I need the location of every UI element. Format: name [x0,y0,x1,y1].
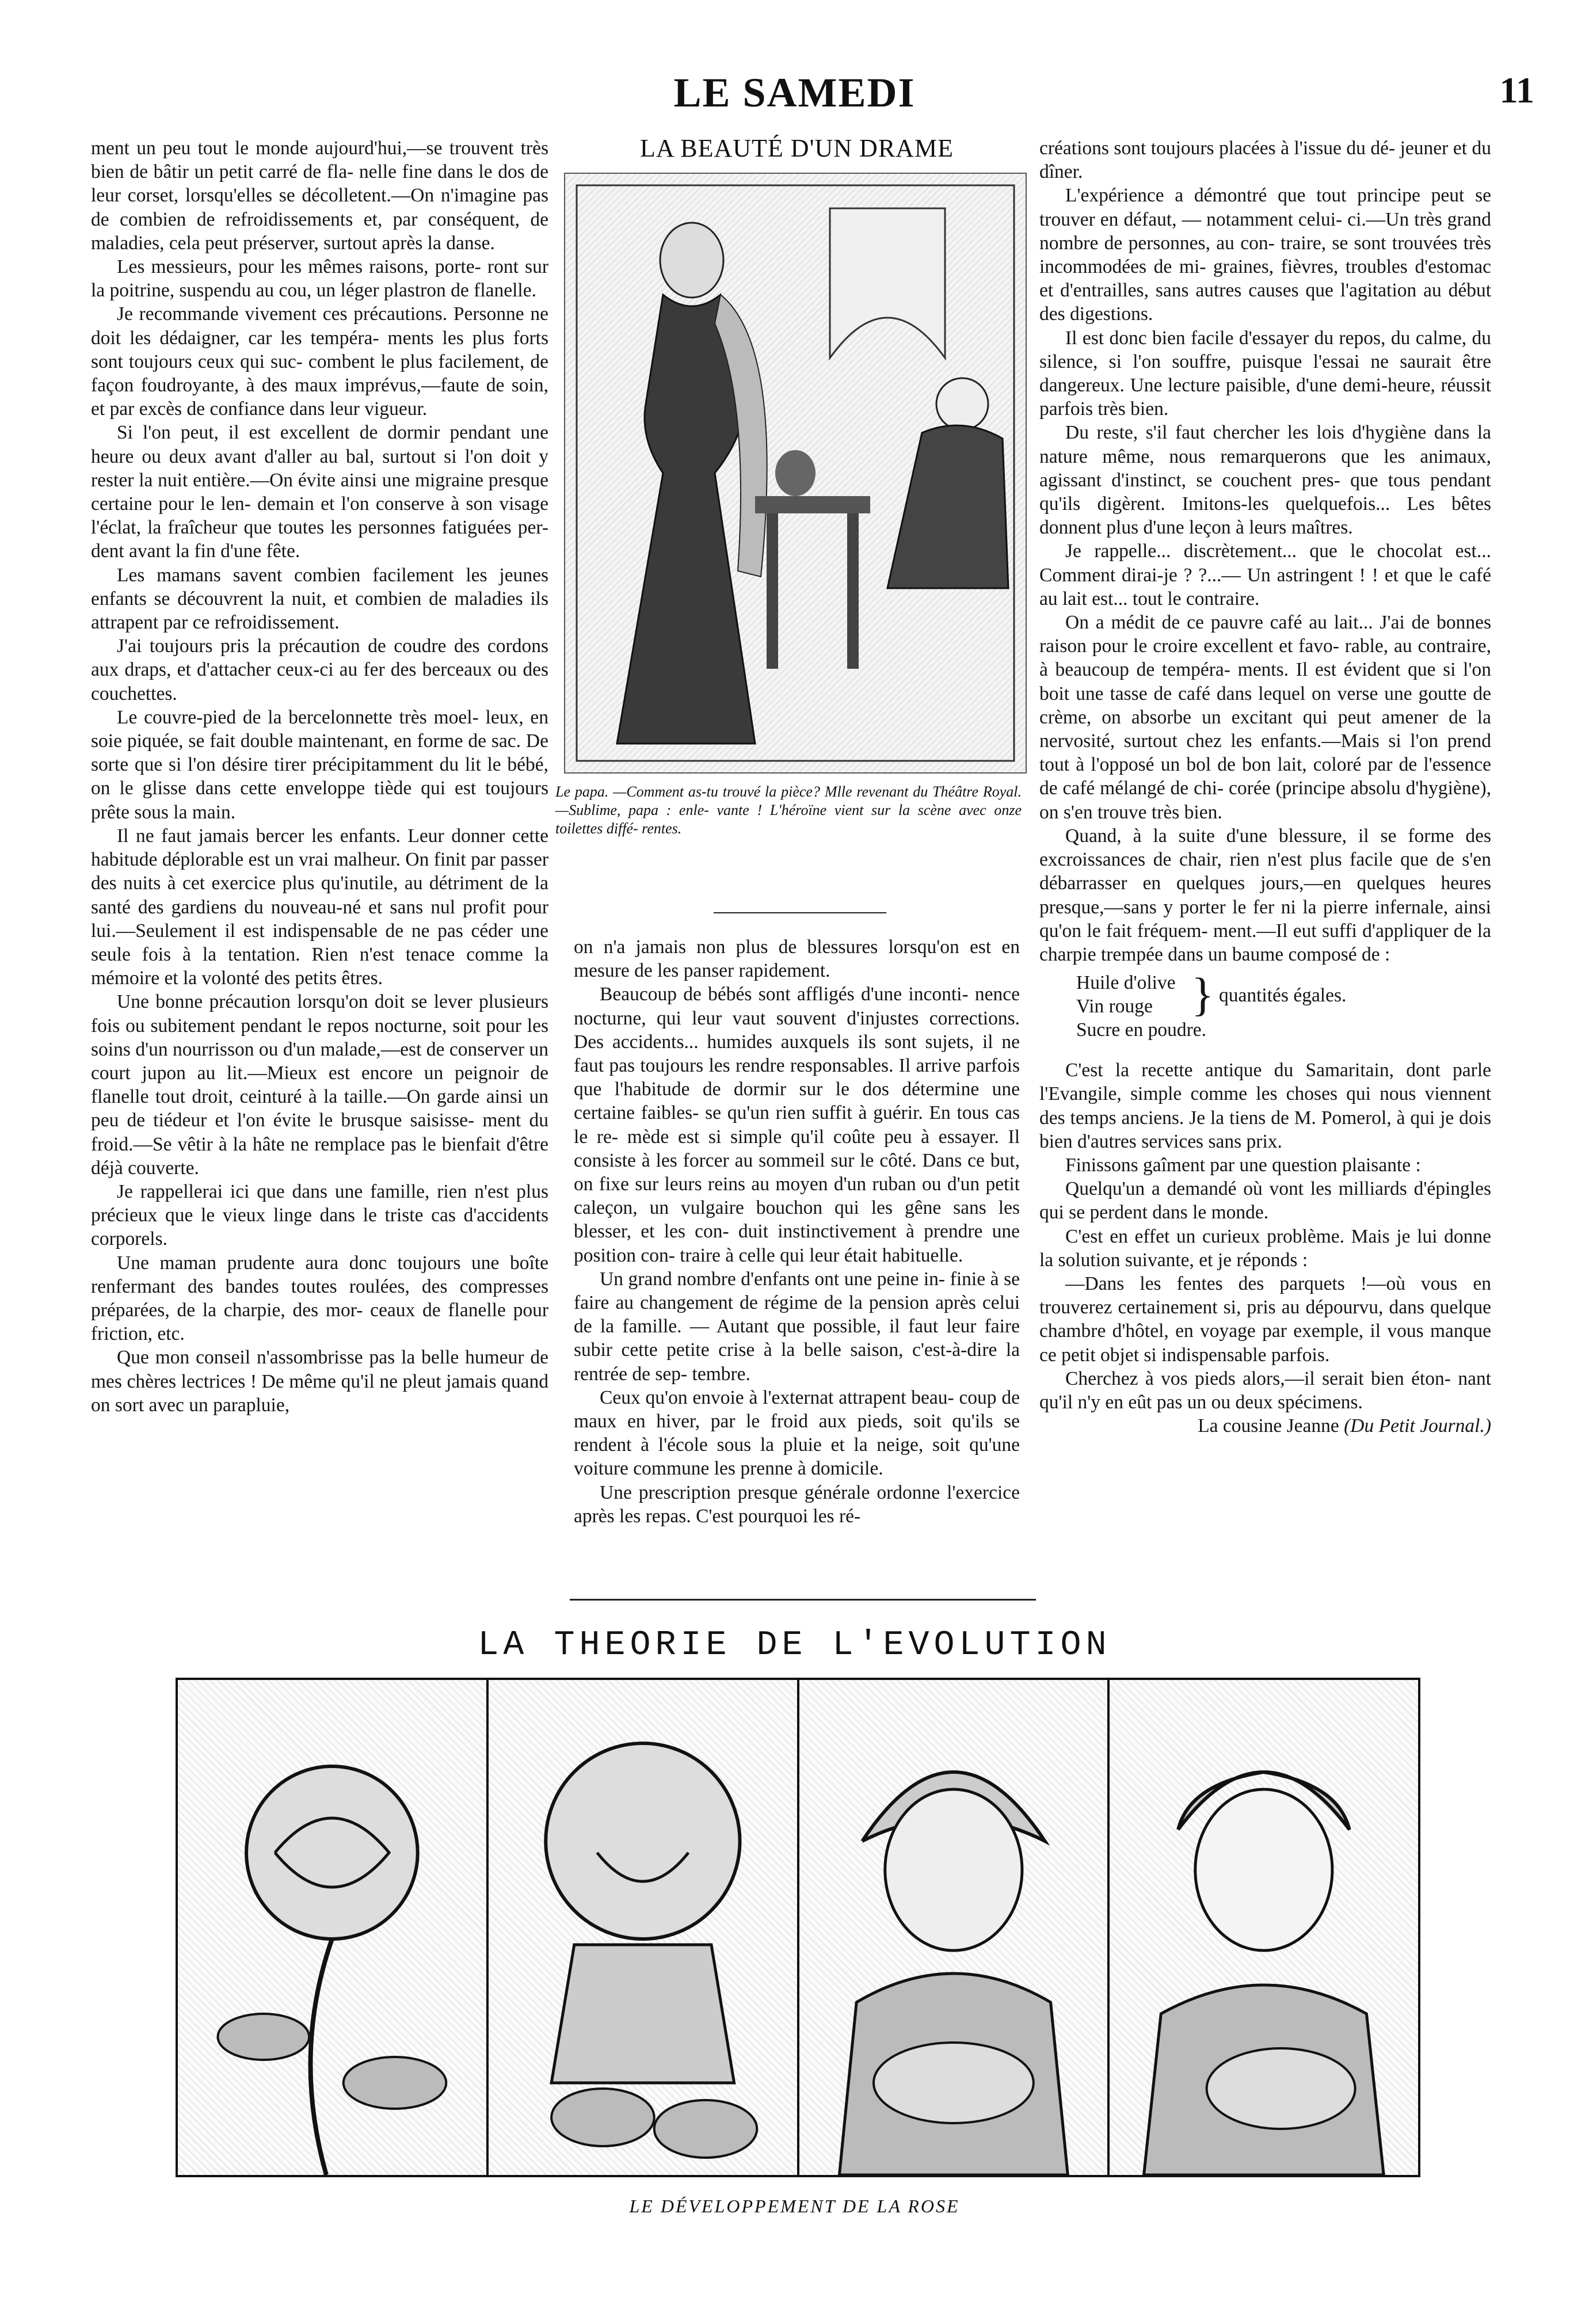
brace-glyph: } [1191,968,1214,1021]
paragraph: Cherchez à vos pieds alors,—il serait bien éton- nant qu'il n'y en eût pas un ou deux spécimens. [1039,1367,1491,1413]
paragraph: Une bonne précaution lorsqu'on doit se lever plusieurs fois ou subitement pendant le repos nocturne, soit pour les soins d'un nourrisson ou d'un malade,—est de conserver un court jupon au lit.—Mieux est encore un peignoir de flanelle tout droit, ceinturé à la taille.—On garde ainsi un peu de tiédeur et l'on évite le brusque saisisse- ment du froid.—Se vêtir à la hâte ne remplace pas le bienfait d'être déjà couverte. [91,991,548,1179]
paragraph: C'est la recette antique du Samaritain, dont parle l'Evangile, simple comme les choses qui nous viennent des temps anciens. Je la tiens de M. Pomerol, à qui je dois bien d'autres services sans prix. [1039,1060,1491,1152]
cartoon-panels [176,1678,1420,2177]
paragraph: Un grand nombre d'enfants ont une peine in- finie à se faire au changement de régime de la pension après celui de la famille. — Autant que possible, il faut leur faire subir cette petite crise à la belle saison, c'est-à-dire la rentrée de sep- tembre. [574,1268,1020,1385]
paragraph: on n'a jamais non plus de blessures lorsqu'on est en mesure de les panser rapidement. [574,936,1020,982]
paragraph: Je rappelle... discrètement... que le chocolat est... Comment dirai-je ? ?...— Un astringent ! ! et que le café au lait est... tout le contraire. [1039,540,1491,609]
section-divider [570,1599,1036,1601]
rose-face-drawing [489,1680,797,2175]
paragraph: Ceux qu'on envoie à l'externat attrapent beau- coup de maux en hiver, par le froid aux pieds, soit qu'ils se rendent à l'école sous la pluie et la neige, soit qu'une voiture commune les prenne à domicile. [574,1386,1020,1480]
recipe-quantity: quantités égales. [1219,985,1347,1007]
paragraph: Je recommande vivement ces précautions. Personne ne doit les dédaigner, car les tempéra- ments les plus forts sont toujours ceux qui suc- combent le plus facilement, de façon foudroyante, à des maux imprévus,—faute de soin, et par excès de confiance dans leur vigueur. [91,303,548,420]
page-number: 11 [1499,70,1534,111]
paragraph: Si l'on peut, il est excellent de dormir pendant une heure ou deux avant d'aller au bal, surtout si l'on doit y rester la nuit entière.—On évite ainsi une migraine presque certaine pour le len- demain et l'on conserve à son visage l'éclat, la fraîcheur que toutes les personnes fatiguées per- dent avant la fin d'une fête. [91,422,548,562]
illustration-caption: Le papa. —Comment as-tu trouvé la pièce? Mlle revenant du Théâtre Royal. —Sublime, papa : enle- vante ! L'héroïne vient sur la scène avec onze toilettes diffé- rentes. [555,783,1022,837]
paragraph: Une maman prudente aura donc toujours une boîte renfermant des bandes toutes roulées, des compresses préparées, de la charpie, des mor- ceaux de flanelle pour friction, etc. [91,1252,548,1345]
engraving-drawing [565,174,1026,772]
illustration-image [564,173,1027,774]
paragraph: ment un peu tout le monde aujourd'hui,—se trouvent très bien de bâtir un petit carré de fla- nelle fine dans le dos de leur corset, lorsqu'elles se décolletent.—On n'imagine pas de combien de refroidissements et, par conséquent, de maladies, cela peut préserver, surtout après la danse. [91,138,548,254]
paragraph: C'est en effet un curieux problème. Mais je lui donne la solution suivante, et je réponds : [1039,1225,1491,1271]
page-title: LE SAMEDI [673,70,916,116]
article-column-left [91,136,548,1417]
recipe-line: Sucre en poudre. [1076,1019,1207,1041]
paragraph: Les mamans savent combien facilement les jeunes enfants se découvrent la nuit, et combien de maladies ils attrapent par ce refroidissement. [91,564,548,634]
recipe-block [1039,966,1491,1058]
paragraph: Quand, à la suite d'une blessure, il se forme des excroissances de chair, rien n'est plus facile que de s'en débarrasser en quelques jours,—en quelques heures presque,—sans y porter le fer ni la pierre infernale, ainsi qu'on le fait fréquem- ment.—Il eut suffi d'appliquer de la charpie trempée dans un baume composé de : [1039,825,1491,965]
cartoon-panel-rose-face [489,1680,799,2175]
cartoon-panel-rose [178,1680,489,2175]
paragraph: Il ne faut jamais bercer les enfants. Leur donner cette habitude déplorable est un vrai malheur. On finit par passer des nuits à cet exercice plus qu'inutile, au détriment de la santé des gardiens du nouveau-né et sans nul profit pour lui.—Seulement il est indispensable de ne pas céder une seule fois à la tentation. Rien n'est tenace comme la mémoire et la volonté des petits êtres. [91,825,548,989]
cartoon-title: LA THEORIE DE L'EVOLUTION [478,1626,1111,1665]
woman-drawing [1110,1680,1418,2175]
paragraph: Les messieurs, pour les mêmes raisons, porte- ront sur la poitrine, suspendu au cou, un léger plastron de flanelle. [91,256,548,302]
signature [1039,1414,1491,1438]
recipe-line: Vin rouge [1076,996,1153,1018]
paragraph: Je rappellerai ici que dans une famille, rien n'est plus précieux que le vieux linge dans le triste cas d'accidents corporels. [91,1180,548,1250]
signature-name: La cousine Jeanne [1198,1415,1339,1437]
cartoon-panel-woman-rose-hair [799,1680,1110,2175]
paragraph: créations sont toujours placées à l'issue du dé- jeuner et du dîner. [1039,138,1491,183]
recipe-line: Huile d'olive [1076,972,1176,994]
paragraph: Que mon conseil n'assombrisse pas la belle humeur de mes chères lectrices ! De même qu'il ne pleut jamais quand on sort avec un parapluie, [91,1347,548,1416]
paragraph: J'ai toujours pris la précaution de coudre des cordons aux draps, et d'attacher ceux-ci au fer des berceaux ou des couchettes. [91,635,548,704]
cartoon-caption: LE DÉVELOPPEMENT DE LA ROSE [629,2196,960,2216]
paragraph: Le couvre-pied de la bercelonnette très moel- leux, en soie piquée, se fait double maintenant, en forme de sac. De sorte que si l'on désire tirer précipitamment du lit le bébé, on le glisse dans cette enveloppe tiède qui est toujours prête sous la main. [91,706,548,823]
divider [714,912,886,913]
paragraph: Du reste, s'il faut chercher les lois d'hygiène dans la nature même, nous remarquerons que les animaux, agissant d'instinct, se couchent pres- que tous pendant qu'ils digèrent. Imitons-les quelquefois... Les bêtes donnent plus d'une leçon à leurs maîtres. [1039,422,1491,539]
paragraph: —Dans les fentes des parquets !—où vous en trouverez certainement si, pris au dépourvu, dans quelque chambre d'hôtel, en voyage par exemple, il vous manque ce petit objet si indispensable parfois. [1039,1273,1491,1366]
paragraph: Finissons gaîment par une question plaisante : [1065,1154,1421,1176]
woman-rose-hair-drawing [799,1680,1108,2175]
paragraph: Une prescription presque générale ordonne l'exercice après les repas. C'est pourquoi les ré- [574,1481,1020,1527]
paragraph: On a médit de ce pauvre café au lait... J'ai de bonnes raison pour le croire excellent et favo- rable, au contraire, à beaucoup de tempéra- ments. Il est évident que si l'on boit une tasse de café dans lequel on verse une goutte de crème, on absorbe un excitant qui peut amener de la nervosité, surtout chez les enfants.—Mais si l'on prend tout à l'opposé un bol de bon lait, coloré par de l'essence de café mélangé de chi- corée (principe absolu d'hygiène), on s'en trouve très bien. [1039,612,1491,823]
paragraph: Beaucoup de bébés sont affligés d'une inconti- nence nocturne, qui leur vaut souvent d'injustes corrections. Des accidents... humides auxquels ils sont sujets, il ne faut pas toujours les rendre responsables. Il arrive parfois que l'habitude de dormir sur le dos détermine une certaine faibles- se qu'un rien suffit à guérir. En tous cas le re- mède est si simple qu'il coûte peu à essayer. Il consiste à les forcer au sommeil sur le côté. Dans ce but, on fixe sur leurs reins au moyen d'un ruban ou d'un petit caleçon, un vulgaire bouchon qui les gêne sans les blesser, et les con- duit instinctivement à prendre une position con- traire à celle qui leur était habituelle. [574,984,1020,1266]
paragraph: L'expérience a démontré que tout principe peut se trouver en défaut, — notamment celui- ci.—Un très grand nombre de personnes, au con- traire, se sont trouvées très incommodées de mi- graines, fièvres, troubles d'estomac et d'entrailles, sans autres causes que l'agitation au début des digestions. [1039,185,1491,325]
paragraph: Il est donc bien facile d'essayer du repos, du calme, du silence, si l'on souffre, puisque l'essai ne saurait être dangereux. Une lecture paisible, d'une demi-heure, réussit parfois très bien. [1039,327,1491,420]
signature-source: (Du Petit Journal.) [1344,1415,1491,1437]
paragraph: Quelqu'un a demandé où vont les milliards d'épingles qui se perdent dans le monde. [1039,1178,1491,1224]
cartoon-panel-woman [1110,1680,1418,2175]
illustration-title: LA BEAUTÉ D'UN DRAME [640,134,954,162]
rose-drawing [178,1680,486,2175]
article-column-middle [574,935,1020,1528]
article-column-right [1039,136,1491,1438]
